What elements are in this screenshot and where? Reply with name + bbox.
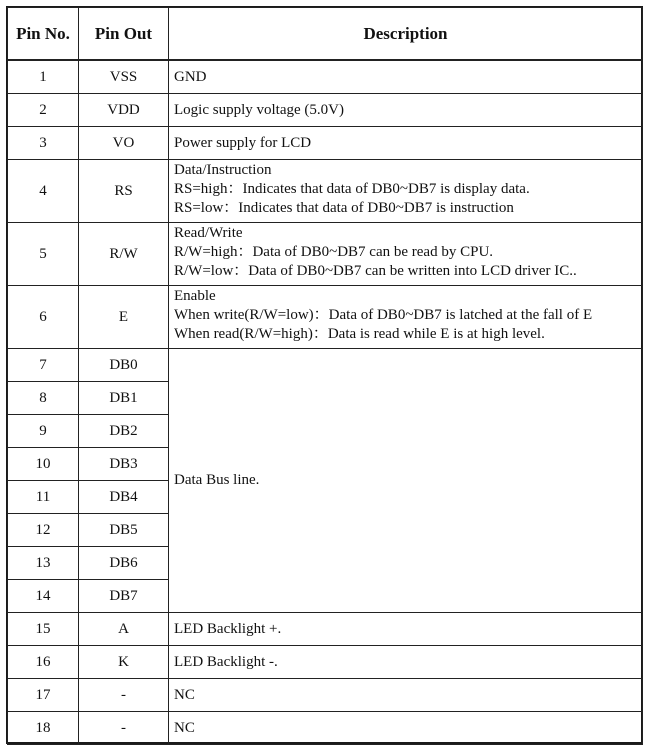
pin-number-cell: 16 bbox=[8, 646, 79, 679]
pin-out-cell: DB3 bbox=[79, 448, 169, 481]
header-pin-out: Pin Out bbox=[79, 8, 169, 61]
table-row bbox=[8, 60, 643, 94]
pin-number-cell: 10 bbox=[8, 448, 79, 481]
pin-table-body bbox=[8, 60, 643, 745]
data-bus-description-cell: Data Bus line. bbox=[169, 349, 643, 613]
description-line: Read/Write bbox=[174, 225, 243, 241]
pin-number-cell: 9 bbox=[8, 415, 79, 448]
pin-out-cell: VO bbox=[79, 127, 169, 160]
pin-out-cell: VSS bbox=[79, 60, 169, 94]
description-line: R/W=high：Data of DB0~DB7 can be read by CPU. bbox=[174, 244, 494, 260]
pin-out-cell: E bbox=[79, 286, 169, 349]
description-line: LED Backlight -. bbox=[174, 653, 278, 670]
description-cell bbox=[169, 646, 643, 679]
description-cell bbox=[169, 94, 643, 127]
pin-number-cell: 4 bbox=[8, 160, 79, 223]
pin-out-cell: - bbox=[79, 679, 169, 712]
description-line: R/W=low：Data of DB0~DB7 can be written into LCD driver IC.. bbox=[174, 263, 577, 279]
description-line: GND bbox=[174, 68, 207, 85]
table-row bbox=[8, 127, 643, 160]
pin-number-cell: 15 bbox=[8, 613, 79, 646]
pin-out-cell: K bbox=[79, 646, 169, 679]
description-cell bbox=[169, 286, 643, 349]
pin-out-cell: DB0 bbox=[79, 349, 169, 382]
table-row bbox=[8, 679, 643, 712]
pin-number-cell: 3 bbox=[8, 127, 79, 160]
description-line: When write(R/W=low)：Data of DB0~DB7 is latched at the fall of E bbox=[174, 307, 593, 323]
header-row bbox=[8, 8, 643, 61]
pin-number-cell: 7 bbox=[8, 349, 79, 382]
pin-out-cell: - bbox=[79, 712, 169, 745]
pin-out-cell: DB7 bbox=[79, 580, 169, 613]
description-line: Data/Instruction bbox=[174, 162, 272, 178]
description-cell bbox=[169, 60, 643, 94]
pin-out-cell: RS bbox=[79, 160, 169, 223]
table-row bbox=[8, 94, 643, 127]
description-cell bbox=[169, 679, 643, 712]
description-cell bbox=[169, 160, 643, 223]
description-line: Power supply for LCD bbox=[174, 134, 312, 151]
description-line: RS=low：Indicates that data of DB0~DB7 is instruction bbox=[174, 200, 514, 216]
pin-number-cell: 13 bbox=[8, 547, 79, 580]
pin-number-cell: 12 bbox=[8, 514, 79, 547]
description-cell bbox=[169, 712, 643, 745]
description-line: Enable bbox=[174, 288, 216, 304]
pin-number-cell: 5 bbox=[8, 223, 79, 286]
pin-out-cell: DB5 bbox=[79, 514, 169, 547]
pin-out-cell: VDD bbox=[79, 94, 169, 127]
pin-out-cell: DB2 bbox=[79, 415, 169, 448]
header-description: Description bbox=[169, 8, 643, 61]
pin-out-cell: R/W bbox=[79, 223, 169, 286]
pin-out-cell: DB6 bbox=[79, 547, 169, 580]
table-row bbox=[8, 712, 643, 745]
description-cell bbox=[169, 127, 643, 160]
pin-number-cell: 14 bbox=[8, 580, 79, 613]
table-row bbox=[8, 286, 643, 349]
description-line: Logic supply voltage (5.0V) bbox=[174, 101, 344, 118]
table-row bbox=[8, 223, 643, 286]
table-row bbox=[8, 613, 643, 646]
pin-out-cell: DB4 bbox=[79, 481, 169, 514]
description-line: When read(R/W=high)：Data is read while E is at high level. bbox=[174, 326, 545, 342]
pin-out-cell: DB1 bbox=[79, 382, 169, 415]
description-cell bbox=[169, 223, 643, 286]
description-line: LED Backlight +. bbox=[174, 620, 282, 637]
table-row bbox=[8, 160, 643, 223]
pin-number-cell: 17 bbox=[8, 679, 79, 712]
description-line: NC bbox=[174, 686, 195, 703]
description-line: RS=high：Indicates that data of DB0~DB7 is display data. bbox=[174, 181, 530, 197]
description-cell bbox=[169, 613, 643, 646]
pin-number-cell: 8 bbox=[8, 382, 79, 415]
pin-out-cell: A bbox=[79, 613, 169, 646]
description-line: NC bbox=[174, 719, 195, 736]
pin-number-cell: 2 bbox=[8, 94, 79, 127]
pin-number-cell: 18 bbox=[8, 712, 79, 745]
pin-number-cell: 1 bbox=[8, 60, 79, 94]
pin-number-cell: 11 bbox=[8, 481, 79, 514]
pin-table bbox=[7, 7, 643, 745]
pin-number-cell: 6 bbox=[8, 286, 79, 349]
header-pin-no: Pin No. bbox=[8, 8, 79, 61]
table-row bbox=[8, 646, 643, 679]
table-row bbox=[8, 349, 643, 382]
